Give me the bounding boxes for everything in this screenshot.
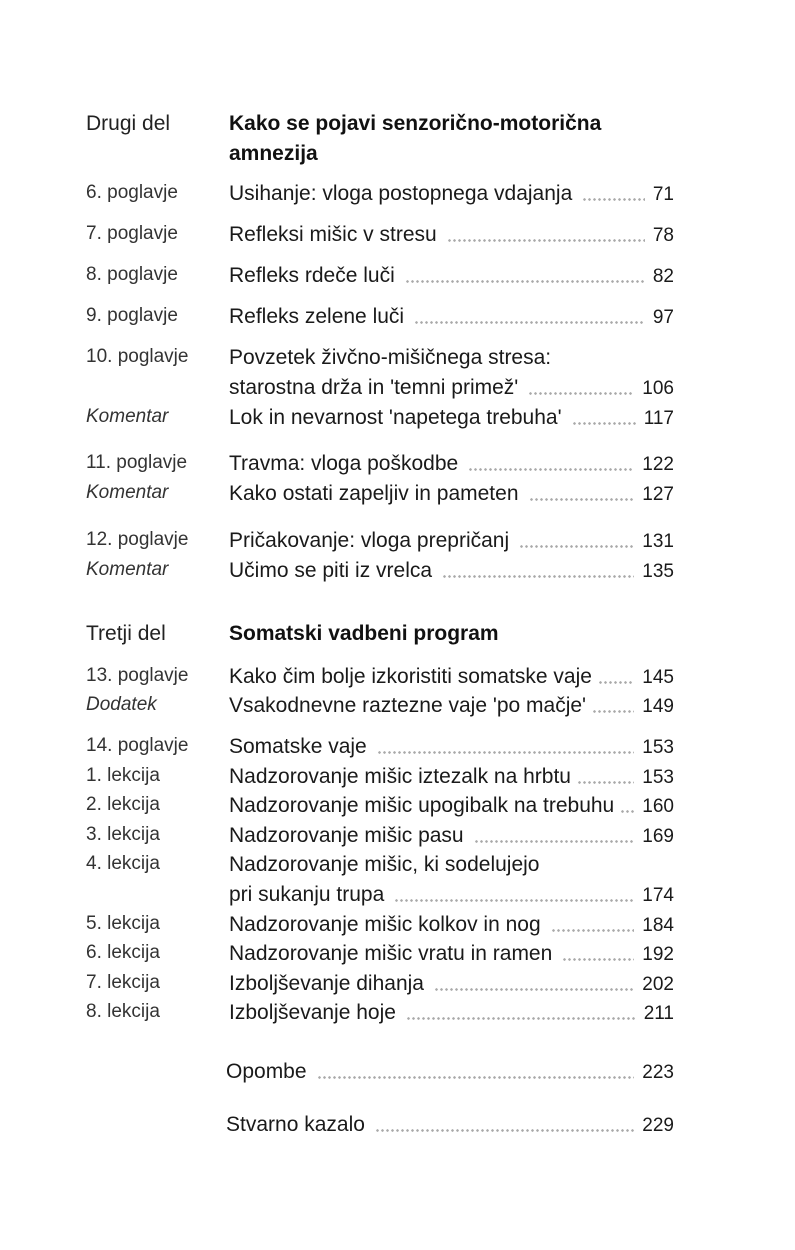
page-number: 82: [652, 266, 674, 287]
part-title: Somatski vadbeni program: [229, 622, 499, 645]
entry-title: Nadzorovanje mišic iztezalk na hrbtu: [229, 765, 571, 788]
entry-title: Nadzorovanje mišic vratu in ramen: [229, 942, 553, 965]
entry-line: [229, 764, 674, 791]
entry-title: Stvarno kazalo: [226, 1113, 365, 1136]
commentary-label: Komentar: [86, 406, 169, 427]
part-title-line2: amnezija: [229, 142, 318, 165]
dot-leader: [447, 239, 645, 242]
page-number: 117: [643, 408, 674, 429]
dot-leader: [528, 392, 634, 395]
dot-leader: [434, 988, 634, 991]
part-label: Tretji del: [86, 622, 166, 645]
entry-title: Pričakovanje: vloga prepričanj: [229, 529, 510, 552]
dot-leader: [406, 1017, 636, 1020]
entry-title-line1: Nadzorovanje mišic, ki sodelujejo: [229, 853, 540, 876]
entry-line: [229, 823, 674, 850]
dot-leader: [377, 751, 635, 754]
lesson-label: 5. lekcija: [86, 913, 160, 934]
entry-title: Nadzorovanje mišic pasu: [229, 824, 464, 847]
entry-line: [229, 181, 674, 208]
dot-leader: [551, 929, 635, 932]
page-number: 211: [643, 1003, 674, 1024]
dot-leader: [582, 198, 645, 201]
dot-leader: [474, 840, 635, 843]
entry-title: Refleks zelene luči: [229, 305, 405, 328]
entry-line: [229, 481, 674, 508]
dot-leader: [577, 781, 634, 784]
entry-line-first: [229, 852, 674, 878]
chapter-label: 9. poglavje: [86, 305, 178, 326]
chapter-label: 6. poglavje: [86, 182, 178, 203]
page-number: 184: [642, 915, 674, 936]
dot-leader: [468, 468, 634, 471]
chapter-label: 8. poglavje: [86, 264, 178, 285]
entry-line: [229, 734, 674, 761]
chapter-label: 14. poglavje: [86, 735, 189, 756]
entry-line: [229, 912, 674, 939]
entry-line: [229, 375, 674, 402]
page-number: 169: [642, 826, 674, 847]
page-number: 192: [642, 944, 674, 965]
dot-leader: [519, 545, 634, 548]
page-number: 122: [642, 454, 674, 475]
dot-leader: [442, 575, 634, 578]
entry-title: Kako ostati zapeljiv in pameten: [229, 482, 519, 505]
entry-title: Vsakodnevne raztezne vaje 'po mačje': [229, 694, 587, 717]
entry-line: [226, 1059, 674, 1086]
entry-title: Refleks rdeče luči: [229, 264, 395, 287]
entry-title: Somatske vaje: [229, 735, 367, 758]
dot-leader: [572, 422, 636, 425]
entry-title-line1: Povzetek živčno-mišičnega stresa:: [229, 346, 552, 369]
dot-leader: [598, 681, 634, 684]
lesson-label: 6. lekcija: [86, 942, 160, 963]
entry-line: [229, 304, 674, 331]
page-number: 202: [642, 974, 674, 995]
lesson-label: 4. lekcija: [86, 853, 160, 874]
entry-line: [229, 222, 674, 249]
entry-title: Usihanje: vloga postopnega vdajanja: [229, 182, 573, 205]
dot-leader: [317, 1076, 635, 1079]
chapter-label: 13. poglavje: [86, 665, 189, 686]
entry-title: Učimo se piti iz vrelca: [229, 559, 433, 582]
page-number: 71: [652, 184, 674, 205]
entry-line: [229, 1000, 674, 1027]
page-number: 153: [642, 737, 674, 758]
appendix-label: Dodatek: [86, 694, 157, 715]
page-number: 131: [642, 531, 674, 552]
entry-line: [229, 405, 674, 432]
page-number: 174: [642, 885, 674, 906]
dot-leader: [394, 899, 634, 902]
dot-leader: [405, 280, 645, 283]
entry-title: Izboljševanje hoje: [229, 1001, 396, 1024]
entry-line: [226, 1112, 674, 1139]
page-number: 153: [642, 767, 674, 788]
page-number: 106: [642, 378, 674, 399]
entry-title: Refleksi mišic v stresu: [229, 223, 437, 246]
entry-title: Nadzorovanje mišic upogibalk na trebuhu: [229, 794, 615, 817]
page-number: 160: [642, 796, 674, 817]
entry-line: [229, 941, 674, 968]
page-number: 229: [642, 1115, 674, 1136]
entry-line: [229, 971, 674, 998]
entry-line: [229, 693, 674, 720]
lesson-label: 7. lekcija: [86, 972, 160, 993]
lesson-label: 8. lekcija: [86, 1001, 160, 1022]
part-title-line1: Kako se pojavi senzorično-motorična: [229, 112, 602, 135]
entry-line: [229, 451, 674, 478]
page-number: 223: [642, 1062, 674, 1083]
entry-title: Opombe: [226, 1060, 307, 1083]
entry-title: Nadzorovanje mišic kolkov in nog: [229, 913, 541, 936]
page-number: 127: [642, 484, 674, 505]
lesson-label: 2. lekcija: [86, 794, 160, 815]
chapter-label: 11. poglavje: [86, 452, 188, 473]
chapter-label: 12. poglavje: [86, 529, 189, 550]
dot-leader: [562, 958, 634, 961]
entry-line: [229, 558, 674, 585]
page-number: 135: [642, 561, 674, 582]
entry-line: [229, 263, 674, 290]
dot-leader: [414, 321, 645, 324]
entry-title: pri sukanju trupa: [229, 883, 385, 906]
commentary-label: Komentar: [86, 482, 169, 503]
dot-leader: [620, 810, 634, 813]
entry-title: Travma: vloga poškodbe: [229, 452, 459, 475]
entry-title: Izboljševanje dihanja: [229, 972, 424, 995]
chapter-label: 7. poglavje: [86, 223, 178, 244]
entry-line: [229, 882, 674, 909]
lesson-label: 3. lekcija: [86, 824, 160, 845]
dot-leader: [592, 710, 634, 713]
entry-title: Lok in nevarnost 'napetega trebuha': [229, 406, 562, 429]
entry-line-first: [229, 345, 674, 371]
part-label: Drugi del: [86, 112, 171, 135]
page-number: 145: [642, 667, 674, 688]
entry-line: [229, 793, 674, 820]
entry-line: [229, 664, 674, 691]
lesson-label: 1. lekcija: [86, 765, 160, 786]
page-number: 97: [652, 307, 674, 328]
entry-line: [229, 528, 674, 555]
page-number: 78: [652, 225, 674, 246]
chapter-label: 10. poglavje: [86, 346, 189, 367]
entry-title: starostna drža in 'temni primež': [229, 376, 519, 399]
commentary-label: Komentar: [86, 559, 169, 580]
dot-leader: [529, 498, 635, 501]
dot-leader: [375, 1129, 634, 1132]
entry-title: Kako čim bolje izkoristiti somatske vaje: [229, 665, 592, 688]
page-number: 149: [642, 696, 674, 717]
